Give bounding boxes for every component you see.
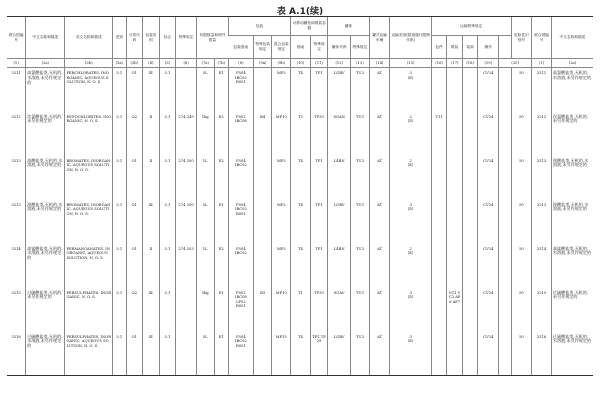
cell-packaging-instruction — [228, 200, 253, 244]
table-title: 表 A.1(续) — [276, 7, 324, 17]
header-cn-name-2: 中文名称和描述 — [551, 17, 593, 59]
header-ts-loading: 装卸 — [462, 36, 478, 59]
cell-packing-group: Ⅱ — [143, 244, 160, 288]
cell-ts-operation: CV24 — [478, 332, 499, 376]
cell-ts-packages — [431, 68, 447, 112]
cell-hazard-id: 50 — [511, 156, 532, 200]
cell-special-packing: B4 — [253, 112, 272, 156]
cell-special-provision — [176, 68, 197, 112]
cell-mixed-packing: MP10 — [272, 112, 291, 156]
cell-class-code: O2 — [126, 112, 143, 156]
cell-excepted-qty: E2 — [214, 112, 228, 156]
cell-pt-special: TP1 — [310, 200, 328, 244]
cell-ts-bulk — [447, 156, 463, 200]
header-tank-special: 特殊规定 — [351, 36, 370, 59]
cell-ts-packages — [431, 288, 447, 332]
column-number: (11) — [310, 59, 328, 68]
cell-pt-instruction: T4 — [291, 332, 311, 376]
table-row — [7, 244, 593, 288]
cell-tank-code: SGAN — [328, 112, 351, 156]
cell-cn-name: 溴酸盐类,无机的,水溶液,未另作规定的 — [26, 156, 65, 200]
cell-line: 3 — [409, 71, 412, 75]
cell-vehicle: AT — [369, 68, 390, 112]
cell-ts-loading — [462, 200, 478, 244]
cell-en-name: PERSULPHATES, INORGANIC, N. O. S. — [65, 288, 113, 332]
cell-pt-special: TP1 — [310, 156, 328, 200]
cell-special-packing — [253, 244, 272, 288]
cell-line: IBC08 — [235, 119, 247, 124]
header-mixed-packing: 混合包装规定 — [272, 36, 291, 59]
cell-ts-operation: CV24 — [478, 288, 499, 332]
cell-tank-code: LGBV — [328, 68, 351, 112]
cell-vehicle: AT — [369, 156, 390, 200]
cell-cn-name-2: 高锰酸盐类,无机的,水溶液,未另作规定的 — [551, 244, 593, 288]
cell-hazard-id: 50 — [511, 244, 532, 288]
cell-ts-packages — [431, 200, 447, 244]
cell-ts-bulk: VC1 VC2 AP6 AP7 — [447, 288, 463, 332]
cell-class: 5.1 — [113, 288, 126, 332]
cell-pt-instruction: T4 — [291, 244, 311, 288]
cell-tank-special: TU3 — [351, 112, 370, 156]
cell-packing-group: Ⅲ — [143, 68, 160, 112]
cell-tank-code: L4BN — [328, 156, 351, 200]
dangerous-goods-table — [7, 16, 593, 376]
cell-special-provision: 274 353 — [176, 244, 197, 288]
cell-ts-loading — [462, 244, 478, 288]
cell-ts-operation: CV24 — [478, 244, 499, 288]
cell-label: 5.1 — [159, 288, 176, 332]
cell-ts-extra — [499, 156, 511, 200]
cell-ts-extra — [499, 332, 511, 376]
header-limited-excepted: 有限数量和例外数量 — [196, 17, 228, 59]
cell-ts-operation: CV24 — [478, 112, 499, 156]
column-number: (2a) — [551, 59, 593, 68]
cell-limited-qty: 5L — [196, 332, 214, 376]
cell-cn-name-2: 过硫酸盐类,无机的,水溶液,未另作规定的 — [551, 332, 593, 376]
cell-line: (E) — [407, 251, 414, 256]
cell-ts-loading — [462, 288, 478, 332]
cell-class: 5.1 — [113, 68, 126, 112]
cell-un-no: 3213 — [11, 202, 21, 207]
cell-en-name: PERCHLORATES, INORGANIC, AQUEOUS SOLUTION, N. O. S. — [65, 68, 113, 112]
cell-excepted-qty: E1 — [214, 68, 228, 112]
cell-vehicle: AT — [369, 200, 390, 244]
cell-line: (E) — [407, 119, 414, 124]
table-row — [7, 288, 593, 332]
header-cn-name: 中文名称和描述 — [26, 17, 65, 59]
cell-line: R001 — [235, 304, 246, 309]
column-number: (2a) — [26, 59, 65, 68]
cell-line: 3 — [409, 202, 412, 207]
cell-tank-code: LGBV — [328, 332, 351, 376]
header-packaging: 包装 — [228, 17, 290, 36]
table-row — [7, 332, 593, 376]
column-number: (16) — [431, 59, 447, 68]
cell-line: (E) — [407, 75, 414, 80]
cell-class: 5.1 — [113, 200, 126, 244]
header-transport-category: 运输类别(隧道通行限制代码) — [390, 17, 431, 59]
cell-pt-special: TP33 — [310, 288, 328, 332]
cell-packing-group: Ⅲ — [143, 332, 160, 376]
header-vehicle: 罐式运输车辆 — [369, 17, 390, 59]
cell-line: (E) — [407, 295, 414, 300]
cell-en-name: HYPOCHLORITES, INORGANIC, N. O. S. — [65, 112, 113, 156]
cell-transport-category — [390, 112, 431, 156]
header-class-code: 分类代码 — [126, 17, 143, 59]
table-row — [7, 200, 593, 244]
cell-ts-extra — [499, 68, 511, 112]
cell-label: 5.1 — [159, 156, 176, 200]
cell-packing-group: Ⅲ — [143, 288, 160, 332]
cell-ts-bulk — [447, 200, 463, 244]
cell-pt-special: TP1 — [310, 68, 328, 112]
cell-un-no: 3216 — [7, 332, 26, 376]
cell-label: 5.1 — [159, 112, 176, 156]
cell-pt-instruction: T4 — [291, 200, 311, 244]
cell-ts-extra — [499, 244, 511, 288]
cell-cn-name-2: 次氯酸盐类,无机的,未另作规定的 — [551, 112, 593, 156]
cell-packing-group: Ⅱ — [143, 112, 160, 156]
table-row — [7, 156, 593, 200]
cell-pt-special: TP1 TP29 — [310, 332, 328, 376]
cell-special-packing — [253, 156, 272, 200]
cell-ts-loading — [462, 156, 478, 200]
column-number: (7b) — [214, 59, 228, 68]
cell-limited-qty: 5kg — [196, 288, 214, 332]
cell-vehicle: AT — [369, 288, 390, 332]
cell-cn-name-2: 高氯酸盐类,无机的,水溶液,未另作规定的 — [551, 68, 593, 112]
cell-un-no: 3211 — [11, 71, 21, 75]
column-number: (12) — [328, 59, 351, 68]
cell-cn-name-2: 过硫酸盐类,无机的,未另作规定的 — [551, 288, 593, 332]
cell-line: IBC02 — [235, 163, 247, 168]
cell-special-provision — [176, 332, 197, 376]
column-number: (14) — [369, 59, 390, 68]
cell-vehicle: AT — [369, 112, 390, 156]
cell-mixed-packing: MP2 — [272, 68, 291, 112]
cell-class: 5.1 — [113, 156, 126, 200]
cell-tank-code: L4BN — [328, 244, 351, 288]
cell-tank-special: TU3 — [351, 68, 370, 112]
table-row — [7, 68, 593, 112]
column-number: (10) — [291, 59, 311, 68]
column-number: (1) — [7, 59, 26, 68]
header-ts-packages: 包件 — [431, 36, 447, 59]
cell-pt-special: TP33 — [310, 112, 328, 156]
cell-mixed-packing: MP10 — [272, 288, 291, 332]
cell-mixed-packing: MP2 — [272, 200, 291, 244]
cell-un-no-2: 3213 — [532, 156, 552, 200]
header-class: 类别 — [113, 17, 126, 59]
cell-line: 2 — [409, 158, 412, 163]
cell-ts-loading — [462, 112, 478, 156]
cell-line: IBC02 — [235, 207, 247, 212]
cell-tank-special: TU3 — [351, 288, 370, 332]
cell-pt-instruction: T4 — [291, 156, 311, 200]
cell-cn-name: 过硫酸盐类,无机的,未另作规定的 — [26, 288, 65, 332]
cell-tank-special: TU3 — [351, 244, 370, 288]
cell-excepted-qty: E2 — [214, 244, 228, 288]
cell-cn-name-2: 溴酸盐类,无机的,水溶液,未另作规定的 — [551, 200, 593, 244]
column-number: (7a) — [196, 59, 214, 68]
cell-mixed-packing: MP15 — [272, 332, 291, 376]
header-pt-instructions: 指南 — [291, 36, 311, 59]
cell-transport-category — [390, 332, 431, 376]
cell-ts-loading — [462, 332, 478, 376]
header-special-provisions: 特殊规定 — [176, 17, 197, 59]
cell-special-packing — [253, 332, 272, 376]
header-pt-special: 特殊规定 — [310, 36, 328, 59]
cell-hazard-id: 50 — [511, 332, 532, 376]
header-special-packing: 特殊包装规定 — [253, 36, 272, 59]
cell-line: 3 — [409, 334, 412, 339]
column-number: (4) — [143, 59, 160, 68]
cell-un-no-2: 3214 — [532, 244, 552, 288]
cell-tank-code: LGBV — [328, 200, 351, 244]
cell-class: 5.1 — [113, 244, 126, 288]
cell-excepted-qty: E1 — [214, 288, 228, 332]
cell-cn-name: 次氯酸盐类,无机的,未另作规定的 — [26, 112, 65, 156]
header-labels: 标志 — [159, 17, 176, 59]
cell-line: IBC02 — [235, 251, 247, 256]
cell-un-no-2: 3215 — [532, 288, 552, 332]
cell-special-provision: 274 350 — [176, 156, 197, 200]
cell-label: 5.1 — [159, 200, 176, 244]
header-row-1 — [7, 17, 593, 36]
column-number: (15) — [390, 59, 431, 68]
cell-transport-category — [390, 288, 431, 332]
column-number: (5) — [159, 59, 176, 68]
cell-transport-category — [390, 244, 431, 288]
cell-limited-qty: 5L — [196, 68, 214, 112]
cell-class-code: O1 — [126, 200, 143, 244]
cell-packaging-instruction — [228, 112, 253, 156]
header-en-name: 英文名称和描述 — [65, 17, 113, 59]
cell-packaging-instruction — [228, 156, 253, 200]
cell-un-no-2: 3213 — [532, 200, 552, 244]
cell-line: IBC02 — [235, 339, 247, 344]
cell-ts-bulk — [447, 244, 463, 288]
header-ts-blank — [499, 36, 511, 59]
cell-line: (E) — [407, 163, 414, 168]
cell-line: P002 — [236, 290, 246, 295]
cell-packaging-instruction — [228, 68, 253, 112]
cell-ts-packages — [431, 332, 447, 376]
cell-ts-bulk — [447, 68, 463, 112]
column-number: (6) — [176, 59, 197, 68]
cell-packaging-instruction — [228, 288, 253, 332]
cell-pt-special: TP1 — [310, 244, 328, 288]
cell-cn-name: 高氯酸盐类,无机的,水溶液,未另作规定的 — [26, 68, 65, 112]
column-number: (3b) — [126, 59, 143, 68]
cell-tank-code: SGAV — [328, 288, 351, 332]
cell-un-no-2: 3211 — [532, 68, 552, 112]
table-row — [7, 112, 593, 156]
cell-hazard-id: 50 — [511, 112, 532, 156]
cell-vehicle: AT — [369, 244, 390, 288]
cell-line: P504 — [236, 158, 246, 163]
header-un-no-2: 联合国编号 — [532, 17, 552, 59]
cell-en-name: PERSULPHATES, INORGANIC, AQUEOUS SOLUTION, N. O. S. — [65, 332, 113, 376]
cell-ts-bulk — [447, 112, 463, 156]
cell-cn-name: 高锰酸盐类,无机的,水溶液,未另作规定的 — [26, 244, 65, 288]
column-number: (13) — [351, 59, 370, 68]
header-tank-code: 罐体代码 — [328, 36, 351, 59]
cell-un-no-2: 3216 — [532, 332, 552, 376]
cell-line: 2 — [409, 246, 412, 251]
column-number: (9a) — [253, 59, 272, 68]
cell-class-code: O1 — [126, 68, 143, 112]
cell-packing-group: Ⅲ — [143, 200, 160, 244]
cell-line: P504 — [236, 71, 246, 75]
cell-line: LP02 — [236, 299, 246, 304]
header-portable-tanks: 可移动罐柜和散装容器 — [291, 17, 328, 36]
cell-label: 5.1 — [159, 68, 176, 112]
cell-special-provision — [176, 288, 197, 332]
cell-pt-instruction: T4 — [291, 68, 311, 112]
cell-label: 5.1 — [159, 332, 176, 376]
cell-un-no: 3213 — [11, 158, 21, 163]
cell-vehicle: AT — [369, 332, 390, 376]
column-number: (20) — [499, 59, 532, 68]
cell-label: 5.1 — [159, 244, 176, 288]
header-hazard-id: 危险性识别号 — [511, 17, 532, 59]
cell-line: (E) — [407, 207, 414, 212]
cell-mixed-packing: MP2 — [272, 244, 291, 288]
cell-line: IBC02 — [235, 75, 247, 80]
cell-ts-extra — [499, 200, 511, 244]
cell-limited-qty: 5L — [196, 200, 214, 244]
cell-ts-operation: CV24 — [478, 200, 499, 244]
cell-hazard-id: 50 — [511, 68, 532, 112]
cell-special-packing — [253, 68, 272, 112]
column-number: (1) — [532, 59, 552, 68]
cell-special-packing — [253, 200, 272, 244]
cell-class-code: O1 — [126, 156, 143, 200]
cell-hazard-id: 50 — [511, 200, 532, 244]
cell-ts-bulk — [447, 332, 463, 376]
header-tanks: 罐体 — [328, 17, 369, 36]
cell-excepted-qty: E1 — [214, 332, 228, 376]
cell-class: 5.1 — [113, 332, 126, 376]
cell-class-code: O2 — [126, 288, 143, 332]
cell-un-no: 3214 — [11, 246, 21, 251]
cell-excepted-qty: E2 — [214, 156, 228, 200]
header-ts-operation: 操作 — [478, 36, 499, 59]
cell-line: P002 — [236, 114, 246, 119]
cell-line: 3 — [409, 290, 412, 295]
column-number: (9b) — [272, 59, 291, 68]
cell-ts-packages — [431, 244, 447, 288]
cell-un-no-2: 3212 — [532, 112, 552, 156]
cell-ts-operation: CV24 — [478, 68, 499, 112]
cell-hazard-id: 50 — [511, 288, 532, 332]
cell-ts-extra — [499, 288, 511, 332]
cell-packaging-instruction — [228, 244, 253, 288]
cell-class-code: O1 — [126, 244, 143, 288]
header-ts-bulk: 散装 — [447, 36, 463, 59]
column-number: (18) — [462, 59, 478, 68]
cell-line: 2 — [409, 114, 412, 119]
cell-un-no: 3212 — [11, 114, 21, 119]
cell-pt-instruction: T1 — [291, 288, 311, 332]
cell-ts-packages — [431, 156, 447, 200]
column-number-row — [7, 59, 593, 68]
cell-line: P504 — [236, 334, 246, 339]
cell-line: R001 — [235, 211, 246, 216]
header-un-no: 联合国编号 — [7, 17, 26, 59]
cell-line: IBC08 — [235, 295, 247, 300]
cell-packaging-instruction — [228, 332, 253, 376]
cell-excepted-qty: E1 — [214, 200, 228, 244]
column-number: (8) — [228, 59, 253, 68]
cell-ts-packages: V11 — [431, 112, 447, 156]
column-number: (2b) — [65, 59, 113, 68]
header-packaging-instructions: 包装指南 — [233, 44, 249, 49]
cell-en-name: BROMATES, INORGANIC, AQUEOUS SOLUTION, N. O. S. — [65, 156, 113, 200]
cell-en-name: PERMANGANATES, INORGANIC, AQUEOUS SOLUTION, N. O. S. — [65, 244, 113, 288]
cell-limited-qty: 1L — [196, 244, 214, 288]
cell-mixed-packing: MP2 — [272, 156, 291, 200]
header-transport-special: 运输特殊规定 — [431, 17, 511, 36]
cell-line: P504 — [236, 202, 246, 207]
header-packing-group: 包装类别 — [143, 17, 160, 59]
cell-pt-instruction: T3 — [291, 112, 311, 156]
cell-cn-name: 过硫酸盐类,无机的,水溶液,未另作规定的 — [26, 332, 65, 376]
cell-transport-category — [390, 200, 431, 244]
column-number: (19) — [478, 59, 499, 68]
cell-class: 5.1 — [113, 112, 126, 156]
cell-special-provision: 274 349 — [176, 112, 197, 156]
cell-class-code: O1 — [126, 332, 143, 376]
column-number: (3a) — [113, 59, 126, 68]
cell-limited-qty: 1kg — [196, 112, 214, 156]
cell-tank-special: TU3 — [351, 200, 370, 244]
cell-transport-category — [390, 156, 431, 200]
cell-line: R001 — [235, 80, 246, 85]
cell-cn-name: 溴酸盐类,无机的,水溶液,未另作规定的 — [26, 200, 65, 244]
cell-cn-name-2: 溴酸盐类,无机的,水溶液,未另作规定的 — [551, 156, 593, 200]
table-body — [7, 68, 593, 376]
cell-ts-operation: CV24 — [478, 156, 499, 200]
cell-ts-extra — [499, 112, 511, 156]
cell-en-name: BROMATES, INORGANIC, AQUEOUS SOLUTION, N. O. S. — [65, 200, 113, 244]
cell-line: (E) — [407, 339, 414, 344]
cell-tank-special: TU3 — [351, 332, 370, 376]
cell-un-no: 3215 — [11, 290, 21, 295]
cell-special-provision: 274 350 — [176, 200, 197, 244]
cell-line: P504 — [236, 246, 246, 251]
column-number: (17) — [447, 59, 463, 68]
cell-transport-category — [390, 68, 431, 112]
cell-special-packing: B3 — [253, 288, 272, 332]
cell-limited-qty: 1L — [196, 156, 214, 200]
cell-line: R001 — [235, 343, 246, 348]
cell-ts-loading — [462, 68, 478, 112]
cell-packing-group: Ⅱ — [143, 156, 160, 200]
cell-tank-special: TU3 — [351, 156, 370, 200]
